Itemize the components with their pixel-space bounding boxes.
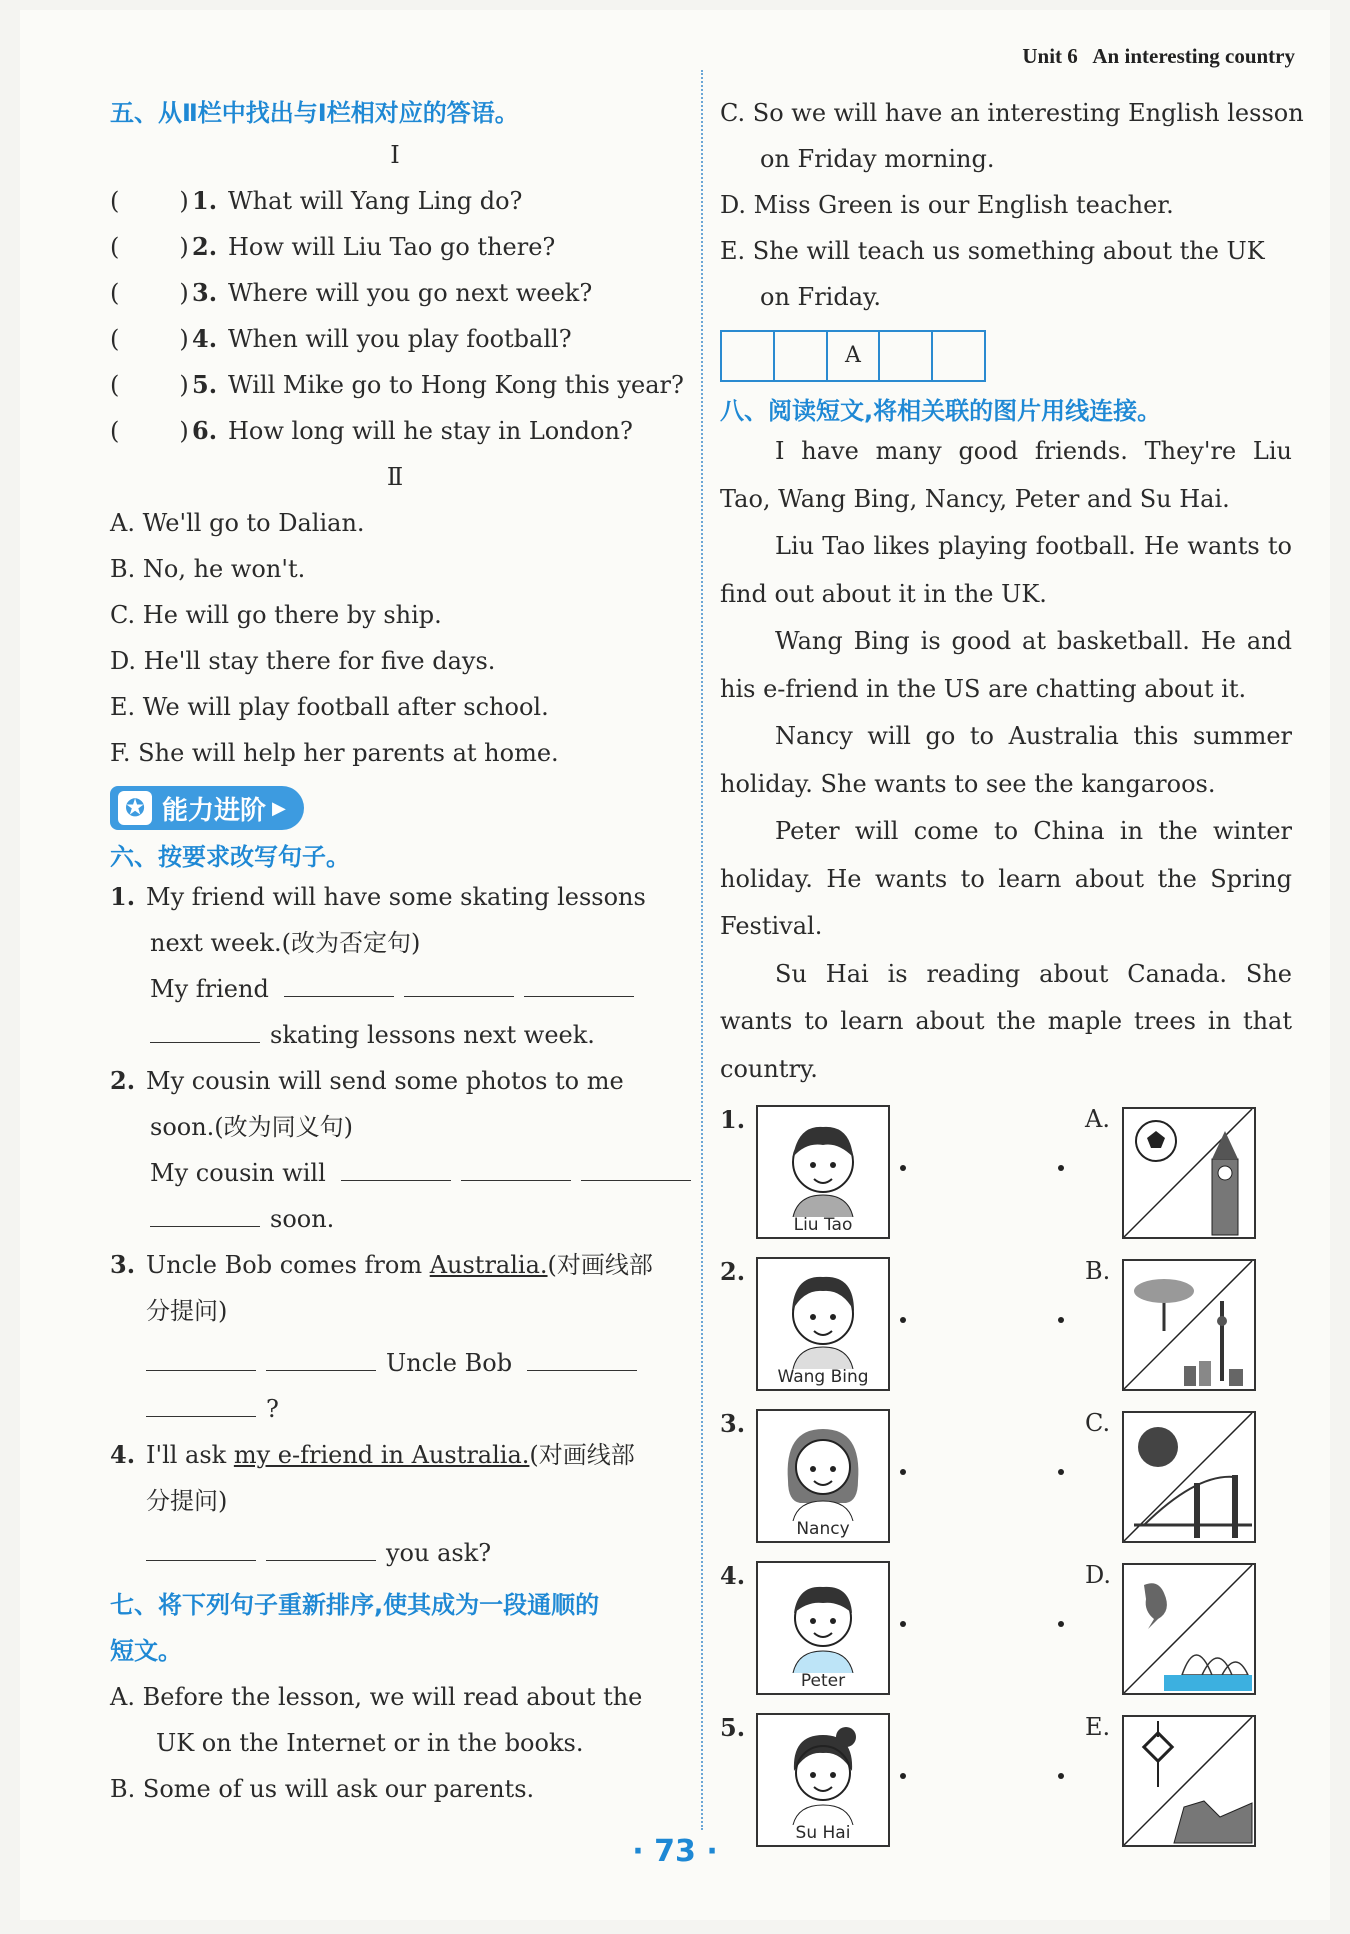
question-row: ( ) 5. Will Mike go to Hong Kong this year? [110,362,680,408]
passage-paragraph: Peter will come to China in the winter holiday. He wants to learn about the Spring Festival. [720,817,1292,940]
matching-area [720,1105,1292,1865]
connect-dot[interactable] [900,1621,906,1627]
connect-dot[interactable] [900,1317,906,1323]
answer-blank[interactable] [146,1390,256,1417]
match-row: 3. Nancy C. [720,1409,1292,1545]
question-row: ( ) 2. How will Liu Tao go there? [110,224,680,270]
rewrite-q2: 2. My cousin will send some photos to me soon.(改为同义句) My cousin will soon. [110,1058,680,1242]
connect-dot[interactable] [1058,1621,1064,1627]
match-row: 4. Peter D. [720,1561,1292,1697]
answer-blank[interactable] [527,1344,637,1371]
connect-dot[interactable] [900,1773,906,1779]
unit-title: An interesting country [1092,44,1295,68]
passage-paragraph: Su Hai is reading about Canada. She wants to learn about the maple trees in that country. [720,959,1292,1083]
passage-paragraph: Nancy will go to Australia this summer holiday. She wants to see the kangaroos. [720,722,1292,798]
answer-bracket[interactable]: ( ) [110,233,189,261]
page-header [1022,44,1295,69]
answer-blank[interactable] [461,1154,571,1181]
question-row: ( ) 4. When will you play football? [110,316,680,362]
answer-blank[interactable] [150,1016,260,1043]
reorder-option-c: C. So we will have an interesting English lesson [720,99,1304,127]
answer-option: D. He'll stay there for five days. [110,647,496,675]
answer-option: C. He will go there by ship. [110,601,442,629]
match-row: 5. Su Hai E. [720,1713,1292,1849]
ability-badge [110,786,304,830]
answer-blank[interactable] [150,1200,260,1227]
passage-paragraph: Wang Bing is good at basketball. He and his e-friend in the US are chatting about it. [720,627,1292,703]
person-picture [756,1105,890,1239]
reorder-option-a-cont: UK on the Internet or in the books. [156,1729,584,1757]
section-5-title: 五、从Ⅱ栏中找出与Ⅰ栏相对应的答语。 [110,99,519,127]
connect-dot[interactable] [900,1165,906,1171]
answer-bracket[interactable]: ( ) [110,325,189,353]
tree-tower-picture [1122,1259,1256,1391]
answer-option: E. We will play football after school. [110,693,549,721]
match-row: 1. Liu Tao A. [720,1105,1292,1241]
question-list [110,178,684,454]
left-column [110,96,684,1812]
answer-blank[interactable] [146,1534,256,1561]
person-name: Wang Bing [777,1367,869,1387]
column-ii-label: Ⅱ [386,463,404,491]
person-picture [756,1409,890,1543]
football-bigben-picture [1122,1107,1256,1239]
reorder-answer-boxes [720,330,986,382]
answer-list [110,500,680,776]
answer-option: F. She will help her parents at home. [110,739,559,767]
answer-blank[interactable] [266,1344,376,1371]
answer-bracket[interactable]: ( ) [110,417,189,445]
person-picture [756,1257,890,1391]
runner-icon: ✪ [118,791,152,825]
reorder-option-e: E. She will teach us something about the UK [720,237,1265,265]
column-divider [701,70,703,1830]
rewrite-q4: 4. I'll ask my e-friend in Australia.(对画线部 分提问) you ask? [110,1440,635,1567]
section-8-title: 八、阅读短文,将相关联的图片用线连接。 [720,397,1162,425]
answer-blank[interactable] [146,1344,256,1371]
reorder-option-d: D. Miss Green is our English teacher. [720,191,1174,219]
person-name: Su Hai [795,1823,851,1843]
unit-label: Unit 6 [1022,44,1078,68]
badge-label: 能力进阶 [162,795,267,826]
rewrite-q3: 3. Uncle Bob comes from Australia.(对画线部 分提问) Uncle Bob ? [110,1250,653,1423]
answer-blank[interactable] [266,1534,376,1561]
answer-blank[interactable] [524,970,634,997]
connect-dot[interactable] [1058,1469,1064,1475]
reorder-option-b: B. Some of us will ask our parents. [110,1775,535,1803]
person-name: Liu Tao [793,1215,853,1235]
answer-blank[interactable] [404,970,514,997]
connect-dot[interactable] [1058,1165,1064,1171]
reorder-option-e-cont: on Friday. [760,283,882,311]
knot-greatwall-picture [1122,1715,1256,1847]
answer-box[interactable] [722,332,775,380]
answer-box[interactable]: A [828,332,881,380]
reorder-option-c-cont: on Friday morning. [760,145,995,173]
connect-dot[interactable] [900,1469,906,1475]
question-row: ( ) 1. What will Yang Ling do? [110,178,680,224]
person-picture [756,1561,890,1695]
person-name: Peter [800,1671,846,1691]
rewrite-q1: 1. My friend will have some skating lessons next week.(改为否定句) My friend skating lessons next week. [110,882,646,1049]
kangaroo-opera-house-picture [1122,1563,1256,1695]
answer-blank[interactable] [581,1154,691,1181]
connect-dot[interactable] [1058,1317,1064,1323]
ball-bridge-picture [1122,1411,1256,1543]
arrow-icon: ▶ [272,797,286,819]
person-name: Nancy [796,1519,850,1539]
question-row: ( ) 3. Where will you go next week? [110,270,680,316]
passage-paragraph: I have many good friends. They're Liu Tao, Wang Bing, Nancy, Peter and Su Hai. [720,437,1292,513]
section-7-title: 七、将下列句子重新排序,使其成为一段通顺的 短文。 [110,1591,600,1665]
question-row: ( ) 6. How long will he stay in London? [110,408,680,454]
answer-blank[interactable] [284,970,394,997]
passage-paragraph: Liu Tao likes playing football. He wants to find out about it in the UK. [720,532,1292,608]
answer-bracket[interactable]: ( ) [110,371,189,399]
answer-box[interactable] [933,332,984,380]
answer-blank[interactable] [341,1154,451,1181]
right-column [720,96,1304,1865]
reading-passage [720,428,1292,1093]
match-row: 2. Wang Bing B. [720,1257,1292,1393]
page-number: · 73 · [632,1834,718,1869]
person-picture [756,1713,890,1847]
answer-option: B. No, he won't. [110,555,306,583]
connect-dot[interactable] [1058,1773,1064,1779]
reorder-option-a: A. Before the lesson, we will read about the [110,1683,643,1711]
answer-bracket[interactable]: ( ) [110,187,189,215]
column-i-label: Ⅰ [390,141,400,169]
section-6-title: 六、按要求改写句子。 [110,843,350,871]
answer-box[interactable] [880,332,933,380]
answer-box[interactable] [775,332,828,380]
answer-bracket[interactable]: ( ) [110,279,189,307]
answer-option: A. We'll go to Dalian. [110,509,365,537]
